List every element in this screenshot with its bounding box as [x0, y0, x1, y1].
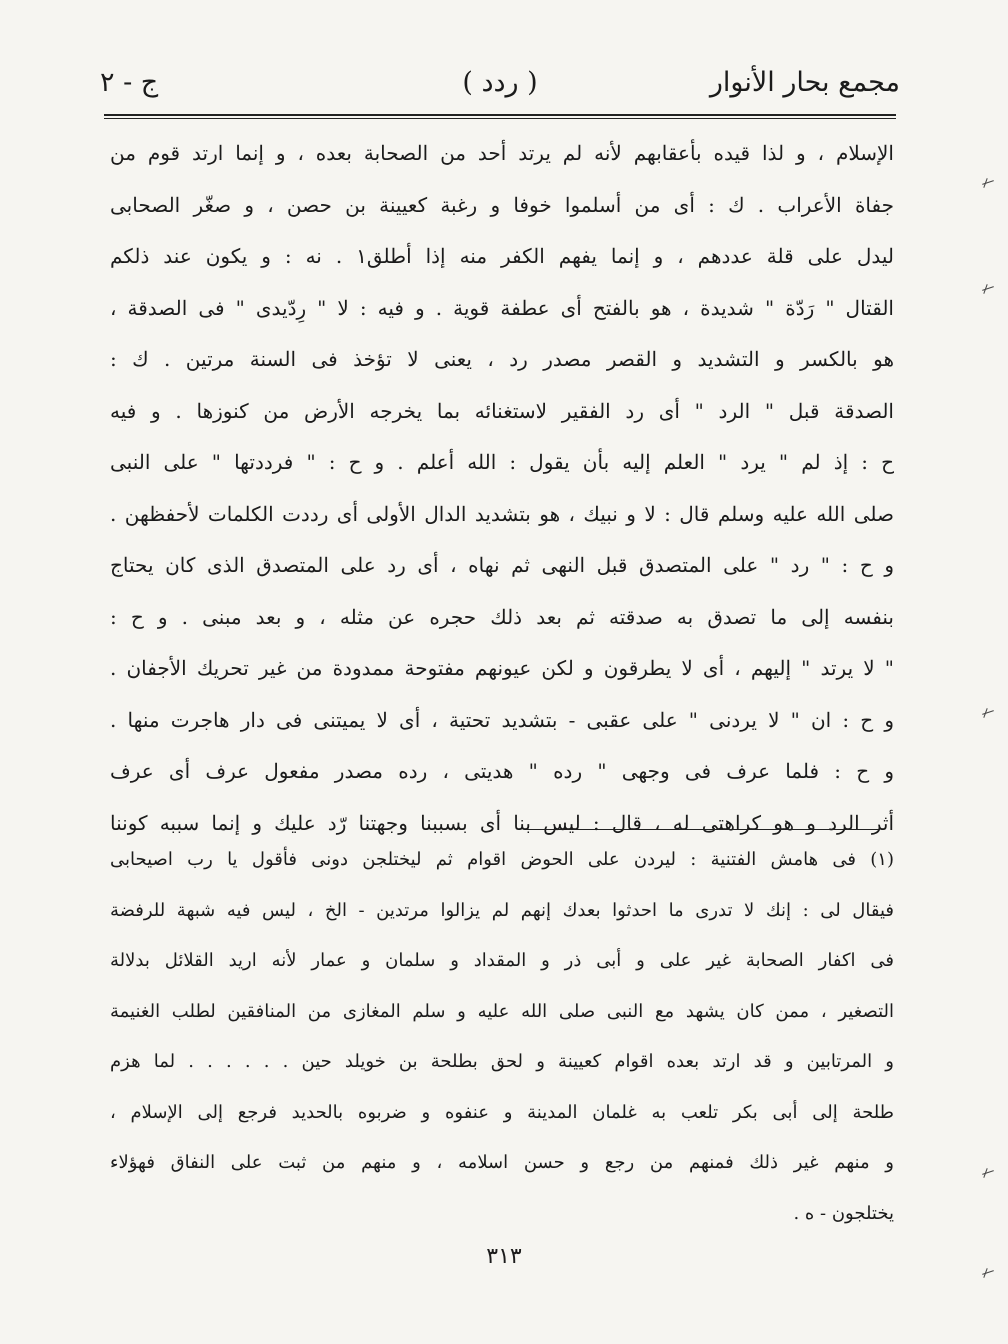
footnote-separator: [526, 829, 880, 830]
volume-label: ج - ٢: [100, 67, 159, 98]
book-title: مجمع بحار الأنوار: [709, 67, 900, 98]
text-line: " لا يرتد " إليهم ، أى لا يطرقون و لكن عيونهم مفتوحة ممدودة من غير تحريك الأجفان .: [110, 656, 894, 680]
margin-mark: [980, 1168, 996, 1178]
footnote: [110, 835, 894, 1239]
text-line: ح : إذ لم " يرد " العلم إليه بأن يقول : الله أعلم . و ح : " فرددتها " على النبى: [110, 450, 894, 474]
footnote-line: فى اكفار الصحابة غير على و أبى ذر و المقداد و سلمان و عمار لأنه اريد القلائل بدلالة: [110, 950, 894, 971]
page-header: [100, 58, 900, 110]
margin-mark: [980, 178, 996, 188]
text-line: صلى الله عليه وسلم قال : لا و نبيك ، هو بتشديد الدال الأولى أى رددت الكلمات لأحفظهن .: [110, 501, 894, 526]
text-line: القتال " رَدّة " شديدة ، هو بالفتح أى عطفة قوية . و فيه : لا " رِدّيدى " فى الصدقة ،: [110, 295, 894, 320]
footnote-line: طلحة إلى أبى بكر تلعب به غلمان المدينة و عنفوه و ضربوه بالحديد فرجع إلى الإسلام ،: [110, 1101, 894, 1123]
main-text: [110, 128, 894, 849]
text-line: ليدل على قلة عددهم ، و إنما يفهم الكفر منه إذا أطلق١ . نه : و يكون عند ذلكم: [110, 244, 894, 268]
footnote-line: التصغير ، ممن كان يشهد مع النبى صلى الله عليه و سلم المغازى من المنافقين لطلب الغنيمة: [110, 1000, 894, 1022]
header-rule-thick: [104, 114, 896, 116]
text-line: الإسلام ، و لذا قيده بأعقابهم لأنه لم يرتد أحد من الصحابة بعده ، و إنما ارتد قوم من: [110, 141, 894, 165]
margin-mark: [980, 1268, 996, 1278]
footnote-line: فيقال لى : إنك لا تدرى ما احدثوا بعدك إنهم لم يزالوا مرتدين - الخ ، ليس فيه شبهة للرفضة: [110, 899, 894, 921]
topic-heading: ( ردد ): [462, 67, 538, 98]
page-number: ٣١٣: [486, 1244, 522, 1269]
text-line: الصدقة قبل " الرد " أى رد الفقير لاستغنائه بما يخرجه الأرض من كنوزها . و فيه: [110, 398, 894, 423]
text-line: جفاة الأعراب . ك : أى من أسلموا خوفا و رغبة كعيينة بن حصن ، و صغّر الصحابى: [110, 192, 894, 217]
text-line: و ح : ان " لا يردنى " على عقبى - بتشديد تحتية ، أى لا يميتنى فى دار هاجرت منها .: [110, 707, 894, 732]
footnote-line: و المرتابين و قد ارتد بعده اقوام كعيينة و لحق بطلحة بن خويلد حين . . . . . . لما هزم: [110, 1051, 894, 1072]
text-line: هو بالكسر و التشديد و القصر مصدر رد ، يعنى لا تؤخذ فى السنة مرتين . ك :: [110, 347, 894, 371]
header-rule-thin: [104, 118, 896, 119]
margin-mark: [980, 708, 996, 718]
text-line: و ح : " رد " على المتصدق قبل النهى ثم نهاه ، أى رد على المتصدق الذى كان يحتاج: [110, 553, 894, 577]
text-line: أثر الرد و هو كراهتى له ، قال : ليس بنا أى بسببنا وجهتنا رّد عليك و إنما سببه كوننا: [110, 810, 894, 835]
margin-mark: [980, 284, 996, 294]
footnote-line: و منهم غير ذلك فمنهم من رجع و حسن اسلامه ، و منهم من ثبت على النفاق فهؤلاء: [110, 1152, 894, 1173]
text-line: بنفسه إلى ما تصدق به صدقته ثم بعد ذلك حجره عن مثله ، و بعد مبنى . و ح :: [110, 604, 894, 629]
footnote-line: يختلجون - ه .: [793, 1202, 894, 1224]
footnote-line: (١) فى هامش الفتنية : ليردن على الحوض اقوام ثم ليختلجن دونى فأقول يا رب اصيحابى: [110, 849, 894, 870]
text-line: و ح : فلما عرف فى وجهى " رده " هديتى ، رده مصدر مفعول عرف أى عرف: [110, 759, 894, 783]
